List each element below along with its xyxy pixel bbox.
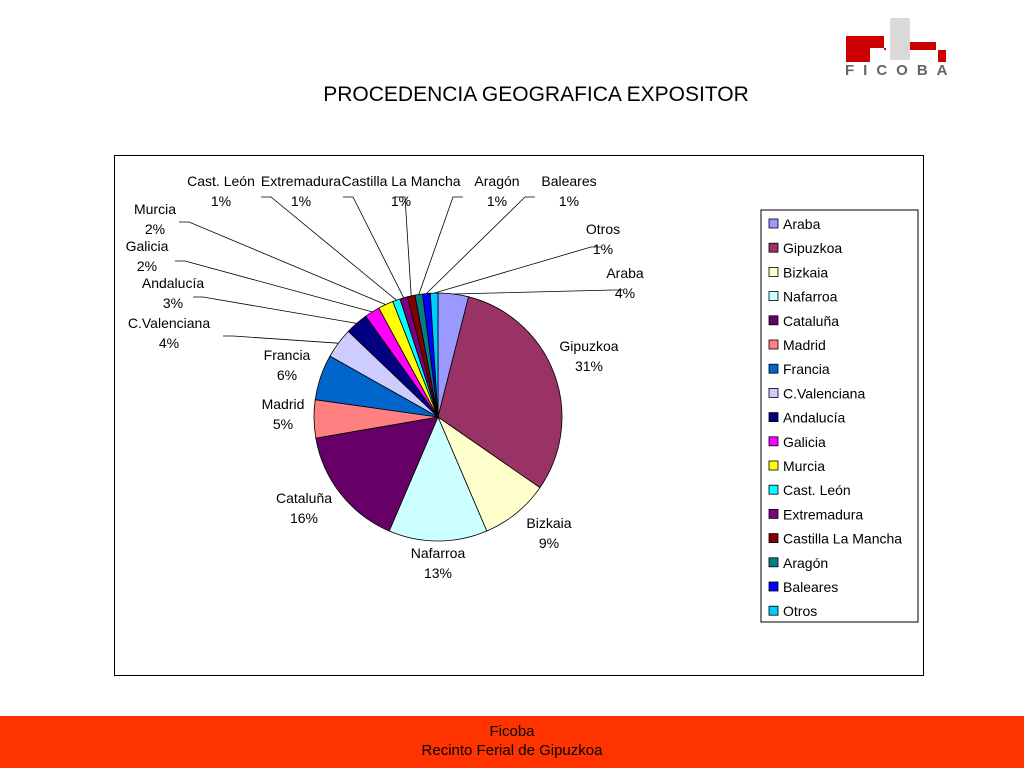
legend-swatch-nafarroa <box>769 292 778 301</box>
data-label-name-araba: Araba <box>606 265 644 281</box>
legend-label-c-valenciana: C.Valenciana <box>783 385 866 402</box>
legend-swatch-aragon <box>769 558 778 567</box>
data-label-name-madrid: Madrid <box>261 396 305 412</box>
data-label-pct-cataluna: 16% <box>289 510 319 526</box>
legend-label-murcia: Murcia <box>783 458 826 474</box>
logo-wordmark: FICOBA <box>845 62 957 79</box>
legend-swatch-andalucia <box>769 413 778 422</box>
legend-swatch-bizkaia <box>769 267 778 276</box>
data-label-pct-madrid: 5% <box>272 416 294 432</box>
data-label-pct-galicia: 2% <box>136 258 158 274</box>
data-label-pct-castilla-la-mancha: 1% <box>390 193 412 209</box>
legend-swatch-gipuzkoa <box>769 243 778 252</box>
data-label-pct-bizkaia: 9% <box>538 535 560 551</box>
legend-label-francia: Francia <box>783 361 830 378</box>
legend-label-galicia: Galicia <box>783 433 826 450</box>
data-label-pct-otros: 1% <box>592 241 614 257</box>
legend-label-aragon: Aragón <box>783 554 829 571</box>
slide-title: PROCEDENCIA GEOGRAFICA EXPOSITOR <box>323 83 749 106</box>
data-label-pct-nafarroa: 13% <box>423 565 453 581</box>
footer-line-2: Recinto Ferial de Gipuzkoa <box>421 742 603 759</box>
data-label-pct-aragon: 1% <box>486 193 508 209</box>
data-label-name-nafarroa: Nafarroa <box>410 545 466 561</box>
leader-line-extremadura <box>343 197 404 298</box>
leader-line-cast-leon <box>261 197 396 300</box>
data-label-pct-andalucia: 3% <box>162 295 184 311</box>
data-label-name-aragon: Aragón <box>474 173 520 189</box>
leader-line-araba <box>453 290 623 294</box>
legend-swatch-cast-leon <box>769 485 778 494</box>
leader-line-aragon <box>419 197 463 295</box>
legend-swatch-araba <box>769 219 778 228</box>
legend-label-castilla-la-mancha: Castilla La Mancha <box>783 530 903 547</box>
footer <box>0 716 1024 768</box>
legend-label-gipuzkoa: Gipuzkoa <box>783 240 843 257</box>
legend-label-cast-leon: Cast. León <box>783 482 851 499</box>
leader-line-c-valenciana <box>223 336 338 343</box>
data-label-pct-cast-leon: 1% <box>210 193 232 209</box>
data-label-name-murcia: Murcia <box>133 201 177 217</box>
pie-slices <box>314 293 562 541</box>
legend-swatch-baleares <box>769 582 778 591</box>
data-label-name-baleares: Baleares <box>541 173 597 189</box>
data-label-pct-extremadura: 1% <box>290 193 312 209</box>
data-label-name-cataluna: Cataluña <box>275 490 333 506</box>
data-label-name-c-valenciana: C.Valenciana <box>127 315 211 331</box>
legend-swatch-otros <box>769 606 778 615</box>
data-label-name-andalucia: Andalucía <box>141 275 205 291</box>
legend-label-andalucia: Andalucía <box>783 409 846 426</box>
legend-swatch-francia <box>769 364 778 373</box>
data-label-pct-murcia: 2% <box>144 221 166 237</box>
legend-label-baleares: Baleares <box>783 579 839 595</box>
data-label-name-francia: Francia <box>263 347 311 363</box>
legend <box>761 210 918 622</box>
chart-frame <box>114 155 924 676</box>
data-label-name-cast-leon: Cast. León <box>187 173 255 189</box>
legend-label-cataluna: Cataluña <box>783 312 840 329</box>
data-label-pct-francia: 6% <box>276 367 298 383</box>
legend-label-extremadura: Extremadura <box>783 506 864 523</box>
data-label-name-extremadura: Extremadura <box>260 173 342 189</box>
data-label-pct-araba: 4% <box>614 285 636 301</box>
leader-line-castilla-la-mancha <box>395 197 411 296</box>
legend-swatch-murcia <box>769 461 778 470</box>
legend-label-otros: Otros <box>783 603 818 620</box>
legend-label-araba: Araba <box>783 216 821 232</box>
data-label-name-bizkaia: Bizkaia <box>526 515 572 531</box>
leader-line-otros <box>434 247 601 293</box>
leader-line-murcia <box>179 222 386 305</box>
pie-chart <box>115 156 925 677</box>
legend-label-nafarroa: Nafarroa <box>783 288 838 305</box>
data-label-pct-c-valenciana: 4% <box>158 335 180 351</box>
legend-swatch-extremadura <box>769 509 778 518</box>
legend-swatch-c-valenciana <box>769 388 778 397</box>
legend-swatch-galicia <box>769 437 778 446</box>
data-label-name-gipuzkoa: Gipuzkoa <box>559 338 619 354</box>
data-label-name-castilla-la-mancha: Castilla La Mancha <box>341 173 461 189</box>
footer-line-1: Ficoba <box>489 723 535 740</box>
legend-swatch-madrid <box>769 340 778 349</box>
legend-label-bizkaia: Bizkaia <box>783 264 829 281</box>
data-label-name-galicia: Galicia <box>125 238 169 254</box>
legend-label-madrid: Madrid <box>783 337 826 353</box>
legend-swatch-cataluna <box>769 316 778 325</box>
legend-swatch-castilla-la-mancha <box>769 534 778 543</box>
data-label-name-otros: Otros <box>585 221 621 237</box>
data-label-pct-gipuzkoa: 31% <box>574 358 604 374</box>
data-label-pct-baleares: 1% <box>558 193 580 209</box>
